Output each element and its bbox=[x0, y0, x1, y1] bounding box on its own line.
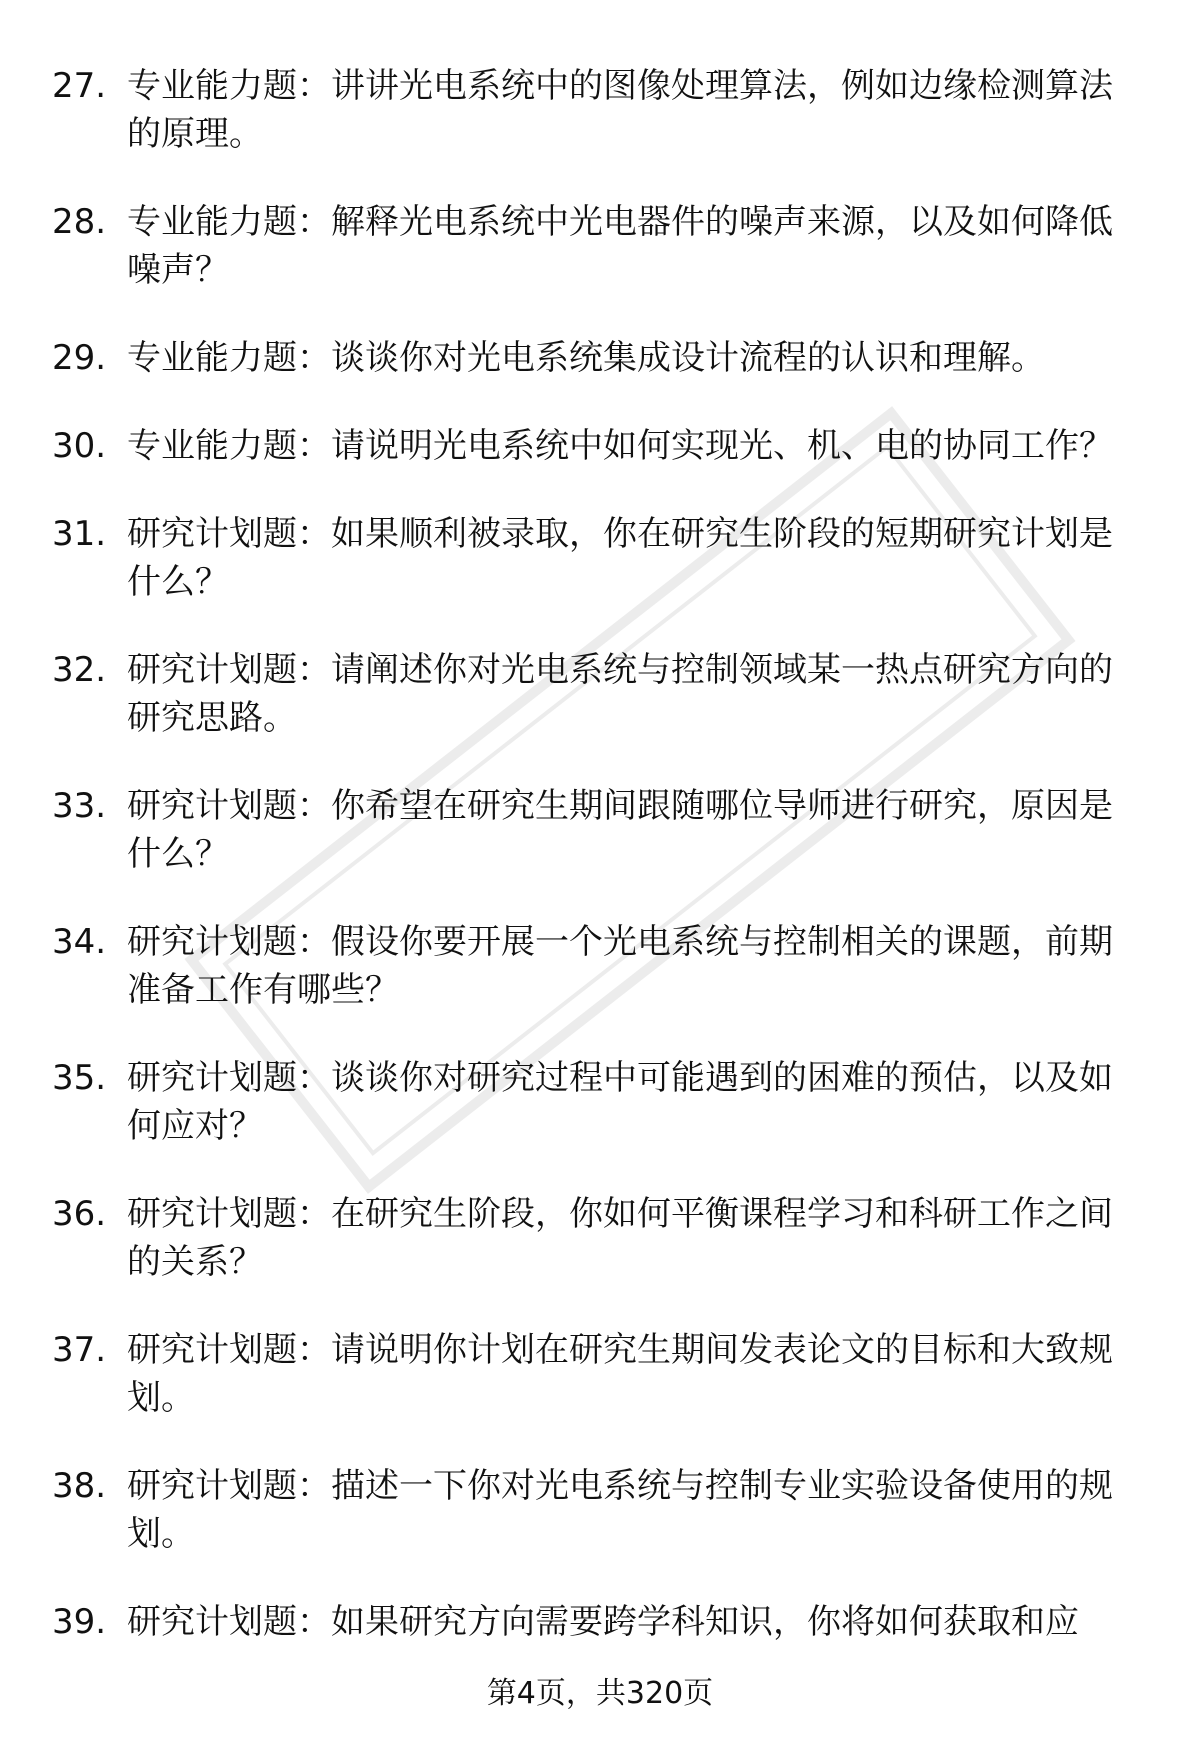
question-number: 30. bbox=[52, 426, 107, 466]
question-text: 研究计划题：谈谈你对研究过程中可能遇到的困难的预估，以及如何应对？ bbox=[127, 1058, 1113, 1146]
question-item bbox=[0, 62, 1130, 158]
question-item bbox=[0, 422, 1130, 470]
question-number: 29. bbox=[52, 338, 107, 378]
question-item bbox=[0, 1598, 1130, 1646]
question-text: 专业能力题：解释光电系统中光电器件的噪声来源，以及如何降低噪声？ bbox=[127, 202, 1113, 290]
question-item bbox=[0, 646, 1130, 742]
question-text: 研究计划题：你希望在研究生期间跟随哪位导师进行研究，原因是什么？ bbox=[127, 786, 1113, 874]
question-text: 研究计划题：描述一下你对光电系统与控制专业实验设备使用的规划。 bbox=[127, 1466, 1113, 1554]
question-number: 27. bbox=[52, 66, 107, 106]
question-number: 37. bbox=[52, 1330, 107, 1370]
question-item bbox=[0, 510, 1130, 606]
question-item bbox=[0, 1326, 1130, 1422]
question-number: 31. bbox=[52, 514, 107, 554]
question-text: 研究计划题：如果研究方向需要跨学科知识，你将如何获取和应 bbox=[127, 1602, 1079, 1642]
question-text: 研究计划题：如果顺利被录取，你在研究生阶段的短期研究计划是什么？ bbox=[127, 514, 1113, 602]
question-item bbox=[0, 782, 1130, 878]
question-text: 研究计划题：在研究生阶段，你如何平衡课程学习和科研工作之间的关系？ bbox=[127, 1194, 1113, 1282]
question-item bbox=[0, 1054, 1130, 1150]
question-text: 专业能力题：请说明光电系统中如何实现光、机、电的协同工作？ bbox=[127, 426, 1113, 466]
page-footer bbox=[0, 1674, 1200, 1714]
question-number: 39. bbox=[52, 1602, 107, 1642]
question-text: 研究计划题：请阐述你对光电系统与控制领域某一热点研究方向的研究思路。 bbox=[127, 650, 1113, 738]
question-text: 研究计划题：请说明你计划在研究生期间发表论文的目标和大致规划。 bbox=[127, 1330, 1113, 1418]
question-number: 38. bbox=[52, 1466, 107, 1506]
question-list bbox=[0, 62, 1200, 1686]
question-item bbox=[0, 918, 1130, 1014]
question-text: 研究计划题：假设你要开展一个光电系统与控制相关的课题，前期准备工作有哪些？ bbox=[127, 922, 1113, 1010]
question-number: 34. bbox=[52, 922, 107, 962]
question-item bbox=[0, 1190, 1130, 1286]
question-number: 28. bbox=[52, 202, 107, 242]
question-text: 专业能力题：谈谈你对光电系统集成设计流程的认识和理解。 bbox=[127, 338, 1045, 378]
question-number: 36. bbox=[52, 1194, 107, 1234]
question-number: 35. bbox=[52, 1058, 107, 1098]
question-item bbox=[0, 1462, 1130, 1558]
question-number: 33. bbox=[52, 786, 107, 826]
page-number-label: 第4页，共320页 bbox=[486, 1676, 714, 1711]
question-item bbox=[0, 198, 1130, 294]
question-item bbox=[0, 334, 1130, 382]
question-text: 专业能力题：讲讲光电系统中的图像处理算法，例如边缘检测算法的原理。 bbox=[127, 66, 1113, 154]
question-number: 32. bbox=[52, 650, 107, 690]
